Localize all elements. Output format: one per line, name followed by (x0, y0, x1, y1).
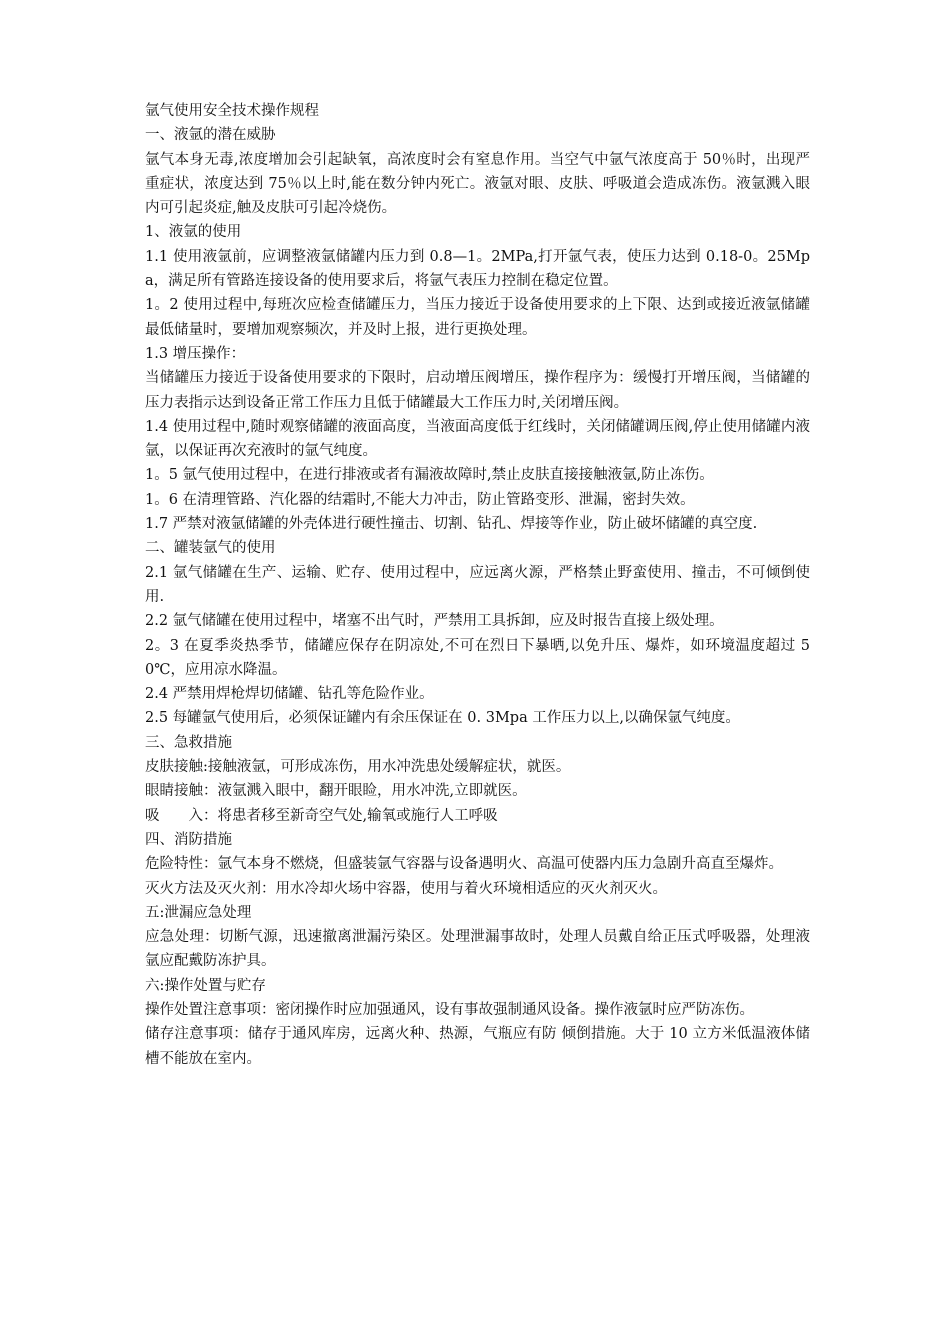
paragraph: 储存注意事项：储存于通风库房，远离火种、热源，气瓶应有防 倾倒措施。大于 10 立方米低温液体储槽不能放在室内。 (145, 1026, 810, 1067)
paragraph: 1.1 使用液氩前，应调整液氩储罐内压力到 0.8—1。2MPa,打开氩气表，使压力达到 0.18-0。25Mpa，满足所有管路连接设备的使用要求后，将氩气表压力控制在稳定位置。 (145, 248, 810, 290)
paragraph: 吸 入：将患者移至新奇空气处,输氧或施行人工呼吸 (145, 807, 498, 824)
paragraph: 1.4 使用过程中,随时观察储罐的液面高度，当液面高度低于红线时，关闭储罐调压阀,停止使用储罐内液氩，以保证再次充液时的氩气纯度。 (145, 418, 810, 460)
paragraph: 1。2 使用过程中,每班次应检查储罐压力，当压力接近于设备使用要求的上下限、达到或接近液氩储罐最低储量时，要增加观察频次，并及时上报，进行更换处理。 (145, 297, 810, 338)
paragraph: 眼睛接触：液氩溅入眼中，翻开眼睑，用水冲洗,立即就医。 (145, 783, 527, 800)
document-body (145, 99, 810, 1071)
paragraph: 1。6 在清理管路、汽化器的结霜时,不能大力冲击，防止管路变形、泄漏，密封失效。 (145, 491, 695, 508)
paragraph: 当储罐压力接近于设备使用要求的下限时，启动增压阀增压，操作程序为：缓慢打开增压阀，当储罐的压力表指示达到设备正常工作压力且低于储罐最大工作压力时,关闭增压阀。 (145, 370, 810, 411)
paragraph: 灭火方法及灭火剂：用水冷却火场中容器，使用与着火环境相适应的灭火剂灭火。 (145, 880, 667, 897)
paragraph: 2.1 氩气储罐在生产、运输、贮存、使用过程中，应远离火源，严格禁止野蛮使用、撞击，不可倾倒使用. (145, 564, 810, 605)
paragraph: 应急处理：切断气源，迅速撤离泄漏污染区。处理泄漏事故时，处理人员戴自给正压式呼吸器，处理液氩应配戴防冻护具。 (145, 929, 810, 970)
section-heading-liquid-argon-use: 1、液氩的使用 (145, 224, 242, 241)
paragraph: 氩气本身无毒,浓度增加会引起缺氧，高浓度时会有窒息作用。当空气中氩气浓度高于 50％时，出现严重症状，浓度达到 75％以上时,能在数分钟内死亡。液氩对眼、皮肤、呼吸道会造成冻伤。液氩溅入眼内可引起炎症,触及皮肤可引起冷烧伤。 (145, 151, 810, 217)
section-heading-canned-argon: 二、罐装氩气的使用 (145, 540, 276, 557)
paragraph: 2.4 严禁用焊枪焊切储罐、钻孔等危险作业。 (145, 686, 434, 703)
section-heading-storage: 六:操作处置与贮存 (145, 977, 266, 994)
paragraph: 危险特性：氩气本身不燃烧，但盛装氩气容器与设备遇明火、高温可使器内压力急剧升高直至爆炸。 (145, 856, 783, 873)
section-heading-leak: 五:泄漏应急处理 (145, 904, 252, 921)
paragraph: 2.2 氩气储罐在使用过程中，堵塞不出气时，严禁用工具拆卸，应及时报告直接上级处理。 (145, 613, 724, 630)
section-heading-hazards: 一、液氩的潜在威胁 (145, 127, 276, 144)
paragraph: 1.7 严禁对液氩储罐的外壳体进行硬性撞击、切割、钻孔、焊接等作业，防止破坏储罐的真空度. (145, 516, 758, 533)
paragraph: 2.5 每罐氩气使用后，必须保证罐内有余压保证在 0. 3Mpa 工作压力以上,以确保氩气纯度。 (145, 710, 740, 727)
subheading-pressurize: 1.3 增压操作： (145, 345, 246, 362)
paragraph: 操作处置注意事项：密闭操作时应加强通风，设有事故强制通风设备。操作液氩时应严防冻伤。 (145, 1001, 754, 1018)
paragraph: 皮肤接触:接触液氩，可形成冻伤，用水冲洗患处缓解症状，就医。 (145, 759, 571, 776)
paragraph: 2。3 在夏季炎热季节，储罐应保存在阴凉处,不可在烈日下暴晒,以免升压、爆炸，如环境温度超过 50℃，应用凉水降温。 (145, 637, 810, 678)
paragraph: 1。5 氩气使用过程中，在进行排液或者有漏液故障时,禁止皮肤直接接触液氩,防止冻伤。 (145, 467, 714, 484)
section-heading-fire: 四、消防措施 (145, 831, 232, 848)
document-title: 氩气使用安全技术操作规程 (145, 103, 319, 119)
section-heading-first-aid: 三、急救措施 (145, 734, 232, 751)
